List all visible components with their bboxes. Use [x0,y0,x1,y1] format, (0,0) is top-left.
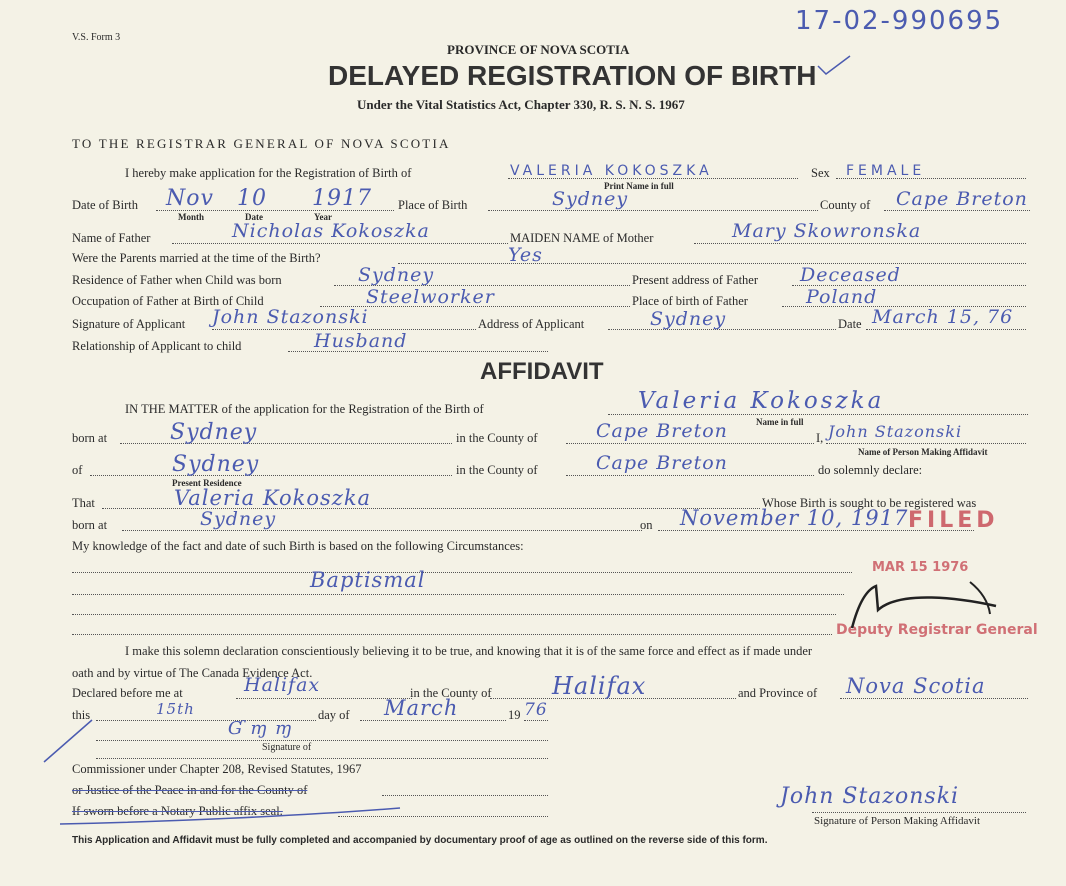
stamp-deputy: Deputy Registrar General [836,622,1038,638]
that-value: Valeria Kokoszka [174,486,372,510]
county-value-2: Cape Breton [596,452,728,474]
declared-label: Declared before me at [72,686,183,700]
born-at-value-2: Sydney [200,508,277,530]
born-at-label: born at [72,431,108,445]
commissioner-signature: Ɠ ɱ ɱ [228,718,293,739]
to-registrar-line: TO THE REGISTRAR GENERAL OF NOVA SCOTIA [72,136,451,151]
registration-number: 17-02-990695 [795,6,1004,36]
person-sig-caption: Signature of Person Making Affidavit [814,815,980,827]
in-county-label-2: in the County of [456,463,538,477]
whose-text: Whose Birth is sought to be registered was [762,496,977,510]
married-label: Were the Parents married at the time of the Birth? [72,251,321,265]
that-label: That [72,496,95,510]
form-subtitle: Under the Vital Statistics Act, Chapter 330, R. S. N. S. 1967 [357,97,685,112]
commissioner-text: Commissioner under Chapter 208, Revised Statutes, 1967 [72,762,362,776]
applicant-date-value: March 15, 76 [872,306,1014,328]
present-addr-label: Present address of Father [632,273,759,287]
child-name-printed: VALERIA KOKOSZKA [510,163,713,179]
month-value: March [384,696,459,720]
year-caption: Year [314,212,332,222]
sex-label: Sex [811,166,830,180]
form-number: V.S. Form 3 [72,32,121,43]
relationship-label: Relationship of Applicant to child [72,339,242,353]
mother-label: MAIDEN NAME of Mother [510,231,654,245]
i-label: I, [816,431,824,445]
filed-stamp: FILED [908,508,999,533]
applicant-addr-value: Sydney [650,308,727,330]
affiant-name: John Stazonski [828,422,963,441]
county3-label: in the County of [410,686,492,700]
notary-text: If sworn before a Notary Public affix seal. [72,804,283,818]
registrar-signature-flourish [970,582,990,614]
person-signature: John Stazonski [780,784,960,809]
jp-text: or Justice of the Peace in and for the County of [72,783,308,797]
date-caption: Date [245,212,263,222]
aff-name-caption: Name in full [756,417,804,427]
place-value: Sydney [552,188,629,210]
mother-value: Mary Skowronska [732,220,922,242]
affidavit-heading: AFFIDAVIT [480,358,604,385]
residence-caption: Present Residence [172,478,242,488]
name-caption: Print Name in full [604,181,674,191]
father-value: Nicholas Kokoszka [232,220,430,242]
applicant-signature: John Stazonski [212,306,369,328]
form-title: DELAYED REGISTRATION OF BIRTH [328,60,817,91]
father-label: Name of Father [72,231,151,245]
province-label: and Province of [738,686,818,700]
of-label: of [72,463,83,477]
pen-stroke-bottom [60,808,400,824]
res-father-label: Residence of Father when Child was born [72,273,282,287]
apply-text: I hereby make application for the Registration of Birth of [125,166,412,180]
occupation-label: Occupation of Father at Birth of Child [72,294,264,308]
stamp-date: MAR 15 1976 [872,560,969,575]
on-label: on [640,518,653,532]
county-label: County of [820,198,871,212]
dob-date: 10 [237,186,267,211]
applicant-sig-label: Signature of Applicant [72,317,186,331]
married-value: Yes [508,244,543,266]
applicant-addr-label: Address of Applicant [478,317,585,331]
born-at-value: Sydney [170,420,258,445]
present-addr-value: Deceased [800,264,901,286]
pen-stroke-left [44,720,92,762]
year-value: 76 [524,700,548,720]
aff-child-name: Valeria Kokoszka [638,388,885,414]
county-value: Cape Breton [896,188,1028,210]
father-birthplace-label: Place of birth of Father [632,294,748,308]
footer-note: This Application and Affidavit must be fully completed and accompanied by documentary proof of age as outlined on the reverse side of this form. [72,835,768,846]
applicant-date-label: Date [838,317,862,331]
affiant-caption: Name of Person Making Affidavit [858,447,988,457]
born-at-label-2: born at [72,518,108,532]
county-value-1: Cape Breton [596,420,728,442]
this-label: this [72,708,91,722]
checkmark-icon [818,56,850,74]
province-value: Nova Scotia [846,674,986,698]
declared-at-value: Halifax [244,674,321,696]
relationship-value: Husband [314,330,408,352]
sig-of-caption: Signature of [262,742,312,753]
month-caption: Month [178,212,205,222]
dob-label: Date of Birth [72,198,138,212]
declare-text: do solemnly declare: [818,463,923,477]
county3-value: Halifax [552,672,647,700]
occupation-value: Steelworker [366,286,495,308]
residence-value: Sydney [172,452,260,477]
father-birthplace-value: Poland [806,286,878,308]
day-of-label: day of [318,708,350,722]
year-prefix: 19 [508,708,521,722]
province-heading: PROVINCE OF NOVA SCOTIA [447,42,630,57]
knowledge-text: My knowledge of the fact and date of such Birth is based on the following Circumstances: [72,539,524,553]
matter-text: IN THE MATTER of the application for the Registration of the Birth of [125,402,484,416]
registrar-signature-icon [852,586,996,628]
circumstance-value: Baptismal [310,568,426,592]
res-father-value: Sydney [358,264,435,286]
dob-year: 1917 [312,186,372,211]
dob-month: Nov [166,186,214,211]
oath-text: oath and by virtue of The Canada Evidence Act. [72,666,313,680]
on-value: November 10, 1917 [680,506,909,530]
solemn-text: I make this solemn declaration conscientiously believing it to be true, and knowing that it is of the same force and effect as if made under [125,644,813,658]
in-county-label-1: in the County of [456,431,538,445]
place-label: Place of Birth [398,198,468,212]
sex-value: FEMALE [846,163,926,179]
day-value: 15th [156,700,195,718]
